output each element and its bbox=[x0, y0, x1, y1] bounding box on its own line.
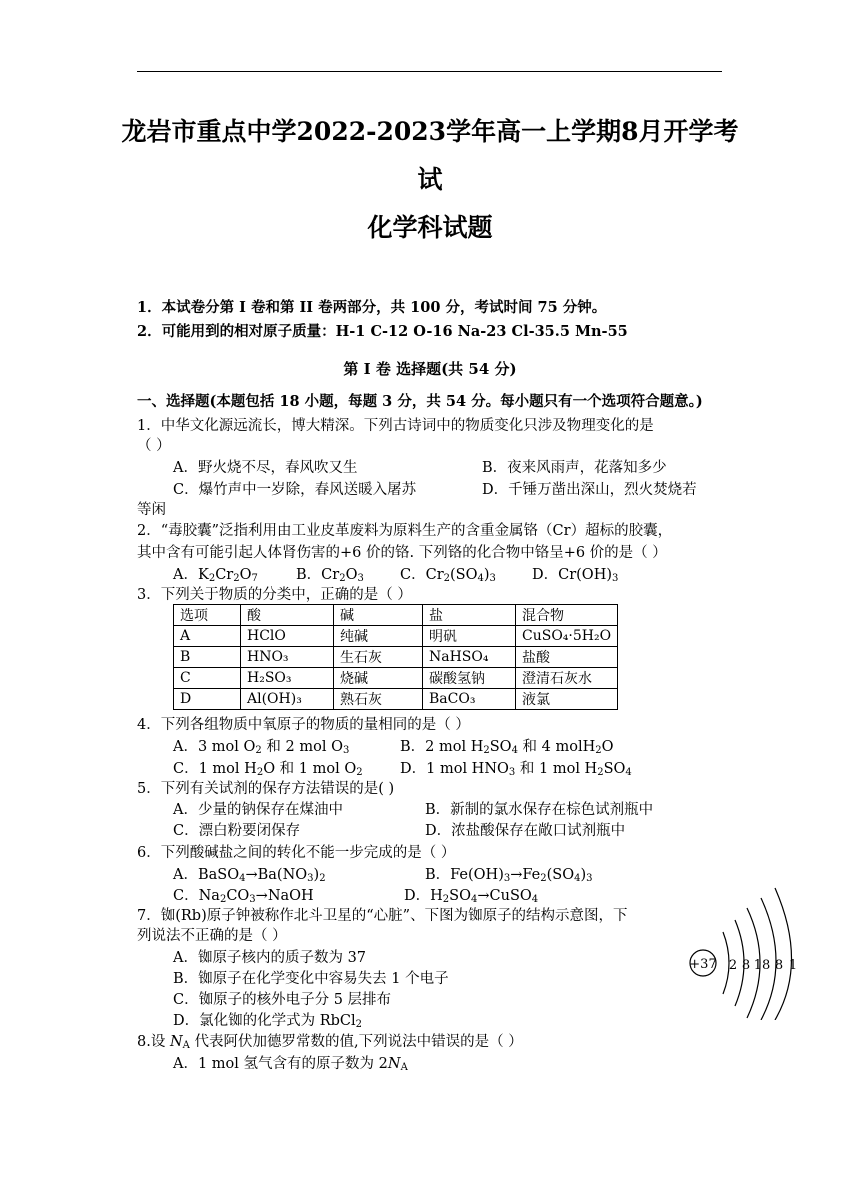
table-row bbox=[174, 668, 618, 689]
q7-option-d: D．氯化铷的化学式为 RbCl$_2$ bbox=[173, 1013, 363, 1030]
q6-option-d: D．$H_2SO_4\to CuSO_4$ bbox=[404, 888, 539, 905]
nucleus-label: +37 bbox=[689, 957, 717, 972]
table-cell: CuSO₄·5H₂O bbox=[516, 626, 618, 647]
note-1: 1．本试卷分第 I 卷和第 II 卷两部分，共 100 分，考试时间 75 分钟。 bbox=[137, 299, 607, 316]
q1-option-b: B．夜来风雨声，花落知多少 bbox=[482, 460, 667, 476]
rubidium-atom-diagram bbox=[683, 880, 808, 1020]
table-cell: A bbox=[174, 626, 241, 647]
q6-option-a: A．$BaSO_4\to Ba(NO_3)_2$ bbox=[173, 867, 326, 884]
q8-stem: 8.设 $N_A$ 代表阿伏加德罗常数的值,下列说法中错误的是（ ） bbox=[137, 1034, 523, 1051]
table-cell: 熟石灰 bbox=[334, 689, 423, 710]
table-row bbox=[174, 626, 618, 647]
table-header: 混合物 bbox=[516, 605, 618, 626]
q4-option-b: B．2 mol $H_2SO_4$ 和 4 molH$_2$O bbox=[400, 739, 614, 756]
q6-stem: 6．下列酸碱盐之间的转化不能一步完成的是（ ） bbox=[137, 845, 456, 861]
q8-option-a: A．1 mol 氢气含有的原子数为 $2N_A$ bbox=[173, 1056, 408, 1073]
table-cell: 碳酸氢钠 bbox=[423, 668, 516, 689]
table-cell: 液氯 bbox=[516, 689, 618, 710]
q7-option-a: A．铷原子核内的质子数为 37 bbox=[173, 950, 367, 966]
shell-count: 8 bbox=[774, 958, 784, 973]
table-row bbox=[174, 689, 618, 710]
part-heading: 一、选择题(本题包括 18 小题，每题 3 分，共 54 分。每小题只有一个选项符合题意。) bbox=[137, 393, 703, 410]
exam-title-cont: 试 bbox=[417, 165, 443, 194]
shell-count: 1 bbox=[788, 958, 798, 973]
table-cell: 盐酸 bbox=[516, 647, 618, 668]
q6-option-b: B．$Fe(OH)_3\to Fe_2(SO_4)_3$ bbox=[425, 867, 593, 884]
q4-option-d: D．1 mol $HNO_3$ 和 1 mol $H_2SO_4$ bbox=[400, 761, 632, 778]
table-cell: D bbox=[174, 689, 241, 710]
table-cell: 生石灰 bbox=[334, 647, 423, 668]
table-cell: 纯碱 bbox=[334, 626, 423, 647]
table-cell: 烧碱 bbox=[334, 668, 423, 689]
table-row bbox=[174, 647, 618, 668]
q1-stem: 1．中华文化源远流长，博大精深。下列古诗词中的物质变化只涉及物理变化的是 bbox=[137, 418, 654, 434]
q8-stem-post: 代表阿伏加德罗常数的值,下列说法中错误的是（ ） bbox=[189, 1034, 523, 1050]
q4-option-c: C．1 mol $H_2O$ 和 1 mol $O_2$ bbox=[173, 761, 363, 778]
table-cell: HClO bbox=[241, 626, 334, 647]
shell-count: 2 bbox=[728, 958, 738, 973]
q2-line2: 其中含有可能引起人体肾伤害的+6 价的铬. 下列铬的化合物中铬呈+6 价的是（ ） bbox=[137, 545, 667, 561]
table-header-row bbox=[174, 605, 618, 626]
q2-option-b: B．$Cr_2O_3$ bbox=[296, 567, 364, 584]
q5-stem: 5．下列有关试剂的保存方法错误的是( ) bbox=[137, 781, 395, 797]
table-cell: NaHSO₄ bbox=[423, 647, 516, 668]
q4-option-a: A．3 mol $O_2$ 和 2 mol $O_3$ bbox=[173, 739, 350, 756]
table-cell: C bbox=[174, 668, 241, 689]
header-rule bbox=[137, 71, 722, 72]
q5-option-b: B．新制的氯水保存在棕色试剂瓶中 bbox=[425, 802, 654, 818]
q8-stem-pre: 8.设 bbox=[137, 1034, 170, 1050]
classification-table bbox=[173, 604, 618, 710]
table-header: 碱 bbox=[334, 605, 423, 626]
shell-count: 8 bbox=[741, 958, 751, 973]
q4-stem: 4．下列各组物质中氧原子的物质的量相同的是（ ） bbox=[137, 717, 470, 733]
q1-option-c: C．爆竹声中一岁除，春风送暖入屠苏 bbox=[173, 482, 417, 498]
table-cell: HNO₃ bbox=[241, 647, 334, 668]
q5-option-c: C．漂白粉要闭保存 bbox=[173, 823, 301, 839]
exam-title: 龙岩市重点中学2022-2023学年高一上学期8月开学考 bbox=[121, 117, 739, 146]
q7-option-b: B．铷原子在化学变化中容易失去 1 个电子 bbox=[173, 971, 449, 987]
table-header: 酸 bbox=[241, 605, 334, 626]
q5-option-d: D．浓盐酸保存在敞口试剂瓶中 bbox=[425, 823, 626, 839]
q7-line2: 列说法不正确的是（ ） bbox=[137, 928, 287, 944]
table-cell: B bbox=[174, 647, 241, 668]
table-cell: Al(OH)₃ bbox=[241, 689, 334, 710]
q2-option-a: A．$K_2Cr_2O_7$ bbox=[173, 567, 258, 584]
shell-count: 18 bbox=[753, 958, 771, 973]
table-header: 选项 bbox=[174, 605, 241, 626]
electron-shell-arc bbox=[775, 888, 792, 1020]
table-cell: 明矾 bbox=[423, 626, 516, 647]
q2-line1: 2．“毒胶囊”泛指利用由工业皮革废料为原料生产的含重金属铬（Cr）超标的胶囊， bbox=[137, 523, 673, 539]
q5-option-a: A．少量的钠保存在煤油中 bbox=[173, 802, 343, 818]
table-header: 盐 bbox=[423, 605, 516, 626]
q1-option-a: A．野火烧不尽，春风吹又生 bbox=[173, 460, 358, 476]
section-heading: 第 I 卷 选择题(共 54 分) bbox=[343, 360, 517, 378]
q6-option-c: C．$Na_2CO_3\to NaOH$ bbox=[173, 888, 314, 905]
q2-option-c: C．$Cr_2(SO_4)_3$ bbox=[400, 567, 496, 584]
q2-option-d: D．$Cr(OH)_3$ bbox=[532, 567, 619, 584]
note-2: 2．可能用到的相对原子质量：H-1 C-12 O-16 Na-23 Cl-35.5 Mn-55 bbox=[137, 323, 628, 340]
q3-stem: 3．下列关于物质的分类中，正确的是（ ） bbox=[137, 587, 412, 603]
q7-option-c: C．铷原子的核外电子分 5 层排布 bbox=[173, 992, 392, 1008]
q1-option-d: D．千锤万凿出深山，烈火焚烧若 bbox=[482, 482, 697, 498]
table-cell: 澄清石灰水 bbox=[516, 668, 618, 689]
q7-line1: 7．铷(Rb)原子钟被称作北斗卫星的“心脏”、下图为铷原子的结构示意图，下 bbox=[137, 908, 628, 924]
table-cell: BaCO₃ bbox=[423, 689, 516, 710]
q1-paren: （ ） bbox=[137, 438, 171, 454]
q1-option-d-cont: 等闲 bbox=[137, 502, 166, 518]
table-cell: H₂SO₃ bbox=[241, 668, 334, 689]
subject-title: 化学科试题 bbox=[367, 213, 493, 242]
